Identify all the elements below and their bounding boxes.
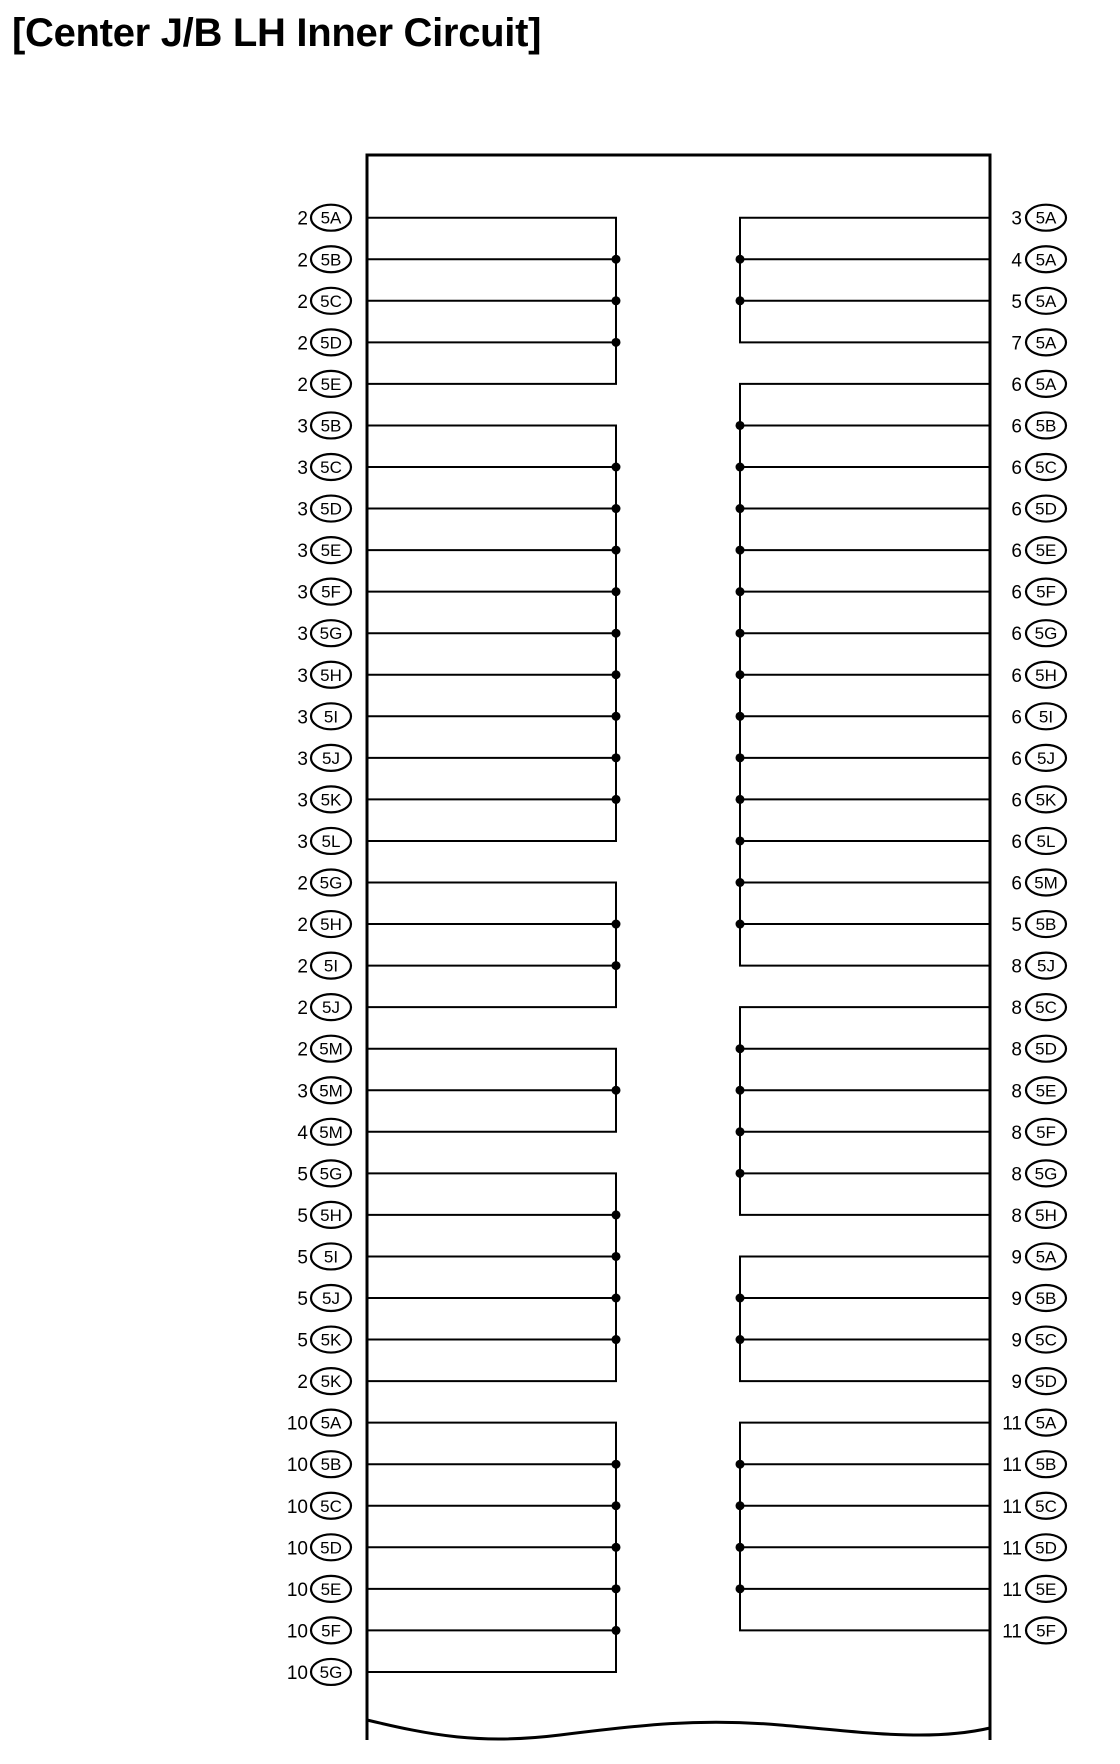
pin-number: 9	[1011, 1372, 1022, 1394]
connector-code: 5F	[1036, 582, 1056, 602]
right-terminal	[1002, 1493, 1066, 1519]
pin-number: 6	[1011, 541, 1022, 563]
pin-number: 10	[286, 1455, 308, 1477]
right-terminal	[1011, 1119, 1066, 1145]
connector-code: 5A	[320, 208, 342, 228]
pin-number: 2	[297, 1372, 308, 1394]
connector-code: 5A	[1035, 1413, 1057, 1433]
pin-number: 8	[1011, 956, 1022, 978]
pin-number: 10	[286, 1579, 308, 1601]
junction-dot	[736, 1335, 745, 1344]
right-terminal	[1011, 329, 1066, 355]
connector-code: 5B	[1035, 416, 1057, 436]
junction-dot	[736, 1086, 745, 1095]
connector-code: 5H	[320, 1205, 342, 1225]
pin-number: 2	[297, 333, 308, 355]
left-terminal	[297, 1243, 351, 1269]
connector-code: 5A	[1035, 250, 1057, 270]
junction-dot	[612, 546, 621, 555]
pin-number: 6	[1011, 707, 1022, 729]
pin-number: 8	[1011, 1081, 1022, 1103]
left-terminal	[297, 953, 351, 979]
left-terminal	[297, 662, 351, 688]
connector-code: 5B	[320, 250, 342, 270]
right-terminal	[1011, 205, 1066, 231]
left-terminal	[297, 1368, 351, 1394]
right-terminal	[1011, 496, 1066, 522]
pin-number: 2	[297, 208, 308, 230]
connector-code: 5E	[1035, 1579, 1057, 1599]
connector-code: 5I	[323, 707, 339, 727]
junction-dot	[736, 753, 745, 762]
connector-code: 5K	[1035, 790, 1057, 810]
connector-code: 5F	[321, 582, 341, 602]
connector-code: 5G	[1034, 1164, 1058, 1184]
pin-number: 3	[297, 831, 308, 853]
right-terminal	[1011, 371, 1066, 397]
right-terminal	[1002, 1451, 1066, 1477]
connector-code: 5D	[320, 333, 342, 353]
connector-code: 5I	[323, 956, 339, 976]
left-terminal	[287, 1493, 351, 1519]
pin-number: 11	[1002, 1413, 1022, 1435]
pin-number: 3	[297, 790, 308, 812]
junction-dot	[736, 587, 745, 596]
pin-number: 9	[1011, 1330, 1022, 1352]
pin-number: 2	[297, 873, 308, 895]
junction-dot	[736, 670, 745, 679]
junction-dot	[612, 1584, 621, 1593]
connector-code: 5M	[319, 1081, 343, 1101]
pin-number: 6	[1011, 374, 1022, 396]
left-terminal	[287, 1451, 351, 1477]
right-terminal	[1002, 1617, 1066, 1643]
junction-dot	[612, 1460, 621, 1469]
pin-number: 2	[297, 250, 308, 272]
junction-dot	[736, 1044, 745, 1053]
pin-number: 3	[297, 748, 308, 770]
connector-code: 5L	[321, 831, 341, 851]
junction-dot	[736, 1543, 745, 1552]
connector-code: 5I	[323, 1247, 339, 1267]
connector-code: 5J	[1037, 956, 1055, 976]
left-terminal	[297, 1285, 351, 1311]
pin-number: 9	[1011, 1247, 1022, 1269]
pin-number: 3	[297, 499, 308, 521]
right-terminal	[1011, 246, 1066, 272]
connector-code: 5D	[1035, 1039, 1057, 1059]
junction-dot	[612, 1626, 621, 1635]
left-terminal	[297, 1036, 351, 1062]
connector-code: 5H	[320, 665, 342, 685]
junction-dot	[612, 670, 621, 679]
pin-number: 6	[1011, 499, 1022, 521]
junction-dot	[612, 629, 621, 638]
right-terminal	[1011, 911, 1066, 937]
right-terminal	[1011, 1160, 1066, 1186]
connector-code: 5D	[1035, 1372, 1057, 1392]
connector-code: 5J	[1037, 748, 1055, 768]
junction-dot	[612, 296, 621, 305]
wiring-layer	[367, 218, 990, 1672]
left-terminal	[297, 703, 351, 729]
junction-dot	[736, 463, 745, 472]
junction-dot	[736, 296, 745, 305]
pin-number: 3	[297, 707, 308, 729]
junction-dot	[612, 1252, 621, 1261]
right-terminal	[1011, 1368, 1066, 1394]
pin-number: 5	[297, 1164, 308, 1186]
left-terminal	[297, 371, 351, 397]
connector-code: 5E	[1035, 541, 1057, 561]
connector-code: 5B	[1035, 1455, 1057, 1475]
pin-number: 6	[1011, 416, 1022, 438]
left-terminal	[297, 1160, 351, 1186]
pin-number: 2	[297, 956, 308, 978]
connector-code: 5M	[319, 1122, 343, 1142]
right-terminal	[1011, 870, 1066, 896]
pin-number: 8	[1011, 1039, 1022, 1061]
pin-number: 8	[1011, 1122, 1022, 1144]
right-terminal	[1011, 1285, 1066, 1311]
connector-code: 5M	[319, 1039, 343, 1059]
junction-dot	[736, 1294, 745, 1303]
pin-number: 6	[1011, 665, 1022, 687]
junction-dot	[736, 836, 745, 845]
junction-dot	[736, 1127, 745, 1136]
connector-code: 5D	[1035, 499, 1057, 519]
pin-number: 10	[286, 1496, 308, 1518]
junction-block-break-edge	[367, 1720, 990, 1739]
connector-code: 5H	[1035, 665, 1057, 685]
left-terminal	[297, 911, 351, 937]
left-wire-group-3	[367, 883, 616, 1008]
pin-number: 11	[1002, 1621, 1022, 1643]
connector-code: 5K	[320, 1372, 342, 1392]
connector-code: 5C	[1035, 998, 1057, 1018]
junction-dot	[736, 255, 745, 264]
pin-number: 3	[297, 665, 308, 687]
left-terminal	[287, 1617, 351, 1643]
right-terminal	[1011, 1202, 1066, 1228]
pin-number: 6	[1011, 458, 1022, 479]
connector-code: 5D	[320, 1538, 342, 1558]
connector-code: 5C	[320, 458, 342, 477]
connector-code: 5K	[320, 790, 342, 810]
junction-dot	[736, 1169, 745, 1178]
connector-code: 5A	[1035, 208, 1057, 228]
pin-number: 11	[1002, 1455, 1022, 1477]
pin-number: 11	[1002, 1579, 1022, 1601]
junction-dot	[736, 795, 745, 804]
right-terminal	[1011, 1327, 1066, 1353]
junction-dot	[736, 504, 745, 513]
left-terminal	[297, 1119, 351, 1145]
connector-code: 5E	[1035, 1081, 1057, 1101]
junction-dot	[736, 546, 745, 555]
connector-code: 5C	[320, 1496, 342, 1516]
pin-number: 3	[297, 416, 308, 438]
terminal-layer	[287, 205, 1066, 1685]
right-wire-group-3	[740, 1007, 990, 1215]
junction-dot	[612, 504, 621, 513]
pin-number: 3	[297, 582, 308, 604]
connector-code: 5C	[1035, 1330, 1057, 1350]
connector-code: 5C	[1035, 458, 1057, 477]
pin-number: 11	[1002, 1496, 1022, 1518]
diagram-title: [Center J/B LH Inner Circuit]	[12, 11, 542, 55]
left-terminal	[297, 1202, 351, 1228]
connector-code: 5B	[1035, 915, 1057, 935]
junction-dot	[736, 920, 745, 929]
left-terminal	[297, 454, 351, 480]
connector-code: 5A	[1035, 1247, 1057, 1267]
left-terminal	[297, 870, 351, 896]
left-terminal	[297, 579, 351, 605]
left-terminal	[297, 745, 351, 771]
pin-number: 2	[297, 374, 308, 396]
junction-dot	[612, 712, 621, 721]
pin-number: 3	[297, 624, 308, 646]
pin-number: 6	[1011, 582, 1022, 604]
pin-number: 3	[297, 458, 308, 479]
right-terminal	[1011, 994, 1066, 1020]
pin-number: 5	[297, 1247, 308, 1269]
junction-dot	[612, 1501, 621, 1510]
connector-code: 5A	[1035, 291, 1057, 311]
connector-code: 5G	[1034, 624, 1058, 644]
right-wire-group-1	[740, 218, 990, 343]
left-terminal	[287, 1659, 351, 1685]
left-terminal	[297, 620, 351, 646]
pin-number: 2	[297, 915, 308, 937]
connector-code: 5F	[1036, 1122, 1056, 1142]
connector-code: 5F	[1036, 1621, 1056, 1641]
pin-number: 4	[1011, 250, 1022, 272]
connector-code: 5E	[320, 541, 342, 561]
pin-number: 2	[297, 291, 308, 313]
right-terminal	[1011, 745, 1066, 771]
junction-dot	[612, 1294, 621, 1303]
pin-number: 10	[286, 1662, 308, 1684]
left-wire-group-5	[367, 1173, 616, 1381]
pin-number: 3	[297, 541, 308, 563]
connector-code: 5B	[1035, 1289, 1057, 1308]
pin-number: 5	[1011, 915, 1022, 937]
connector-code: 5A	[1035, 374, 1057, 394]
right-terminal	[1011, 953, 1066, 979]
right-terminal	[1011, 703, 1066, 729]
right-terminal	[1002, 1576, 1066, 1602]
pin-number: 5	[1011, 291, 1022, 313]
junction-dot	[612, 463, 621, 472]
pin-number: 5	[297, 1289, 308, 1310]
connector-code: 5F	[321, 1621, 341, 1641]
right-terminal	[1002, 1534, 1066, 1560]
pin-number: 6	[1011, 873, 1022, 895]
connector-code: 5M	[1034, 873, 1058, 893]
left-terminal	[297, 1077, 351, 1103]
junction-dot	[612, 1086, 621, 1095]
right-terminal	[1011, 620, 1066, 646]
connector-code: 5J	[322, 1289, 340, 1308]
pin-number: 10	[286, 1621, 308, 1643]
left-terminal	[297, 1327, 351, 1353]
pin-number: 8	[1011, 1205, 1022, 1227]
right-terminal	[1011, 828, 1066, 854]
junction-dot	[612, 1543, 621, 1552]
pin-number: 11	[1002, 1538, 1022, 1560]
pin-number: 7	[1011, 333, 1022, 355]
right-terminal	[1011, 454, 1066, 480]
left-terminal	[297, 288, 351, 314]
pin-number: 8	[1011, 998, 1022, 1020]
connector-code: 5H	[1035, 1205, 1057, 1225]
junction-dot	[736, 878, 745, 887]
junction-dot	[736, 421, 745, 430]
connector-code: 5D	[320, 499, 342, 519]
right-terminal	[1011, 662, 1066, 688]
left-terminal	[297, 329, 351, 355]
right-terminal	[1011, 786, 1066, 812]
junction-dot	[612, 961, 621, 970]
junction-dot	[736, 629, 745, 638]
connector-code: 5H	[320, 915, 342, 935]
connector-code: 5E	[320, 1579, 342, 1599]
junction-dot	[612, 920, 621, 929]
junction-dot	[736, 1460, 745, 1469]
left-terminal	[297, 994, 351, 1020]
connector-code: 5G	[319, 1164, 343, 1184]
connector-code: 5J	[322, 748, 340, 768]
connector-code: 5K	[320, 1330, 342, 1350]
junction-dot	[612, 1210, 621, 1219]
connector-code: 5G	[319, 624, 343, 644]
junction-dot	[736, 1501, 745, 1510]
right-terminal	[1011, 1036, 1066, 1062]
junction-dot	[612, 587, 621, 596]
connector-code: 5G	[319, 873, 343, 893]
left-terminal	[287, 1576, 351, 1602]
junction-dot	[612, 753, 621, 762]
left-terminal	[297, 786, 351, 812]
connector-code: 5I	[1038, 707, 1054, 727]
junction-dot	[612, 795, 621, 804]
left-terminal	[297, 246, 351, 272]
right-terminal	[1011, 1077, 1066, 1103]
junction-dot	[736, 712, 745, 721]
right-wire-group-5	[740, 1423, 990, 1631]
connector-code: 5J	[322, 998, 340, 1018]
pin-number: 5	[297, 1330, 308, 1352]
connector-code: 5D	[1035, 1538, 1057, 1558]
pin-number: 6	[1011, 624, 1022, 646]
right-wire-group-4	[740, 1256, 990, 1381]
right-terminal	[1011, 412, 1066, 438]
connector-code: 5C	[1035, 1496, 1057, 1516]
pin-number: 8	[1011, 1164, 1022, 1186]
pin-number: 6	[1011, 831, 1022, 853]
junction-dot	[736, 1584, 745, 1593]
right-terminal	[1011, 288, 1066, 314]
connector-code: 5E	[320, 374, 342, 394]
right-terminal	[1011, 1243, 1066, 1269]
pin-number: 2	[297, 1039, 308, 1061]
right-terminal	[1002, 1410, 1066, 1436]
connector-code: 5A	[320, 1413, 342, 1433]
pin-number: 4	[297, 1122, 308, 1144]
left-terminal	[297, 412, 351, 438]
right-terminal	[1011, 537, 1066, 563]
pin-number: 5	[297, 1205, 308, 1227]
connector-code: 5B	[320, 416, 342, 436]
left-terminal	[297, 205, 351, 231]
connector-code: 5G	[319, 1662, 343, 1682]
pin-number: 10	[286, 1538, 308, 1560]
connector-code: 5C	[320, 291, 342, 311]
junction-dot	[612, 1335, 621, 1344]
pin-number: 10	[286, 1413, 308, 1435]
pin-number: 6	[1011, 748, 1022, 770]
right-terminal	[1011, 579, 1066, 605]
connector-code: 5L	[1036, 831, 1056, 851]
junction-dot	[612, 338, 621, 347]
pin-number: 6	[1011, 790, 1022, 812]
connector-code: 5A	[1035, 333, 1057, 353]
pin-number: 2	[297, 998, 308, 1020]
left-terminal	[297, 537, 351, 563]
junction-dot	[612, 255, 621, 264]
pin-number: 3	[297, 1081, 308, 1103]
connector-code: 5B	[320, 1455, 342, 1475]
left-terminal	[287, 1410, 351, 1436]
left-terminal	[297, 496, 351, 522]
pin-number: 3	[1011, 208, 1022, 230]
junction-block-outline	[367, 155, 990, 1740]
left-terminal	[297, 828, 351, 854]
left-terminal	[287, 1534, 351, 1560]
pin-number: 9	[1011, 1289, 1022, 1310]
